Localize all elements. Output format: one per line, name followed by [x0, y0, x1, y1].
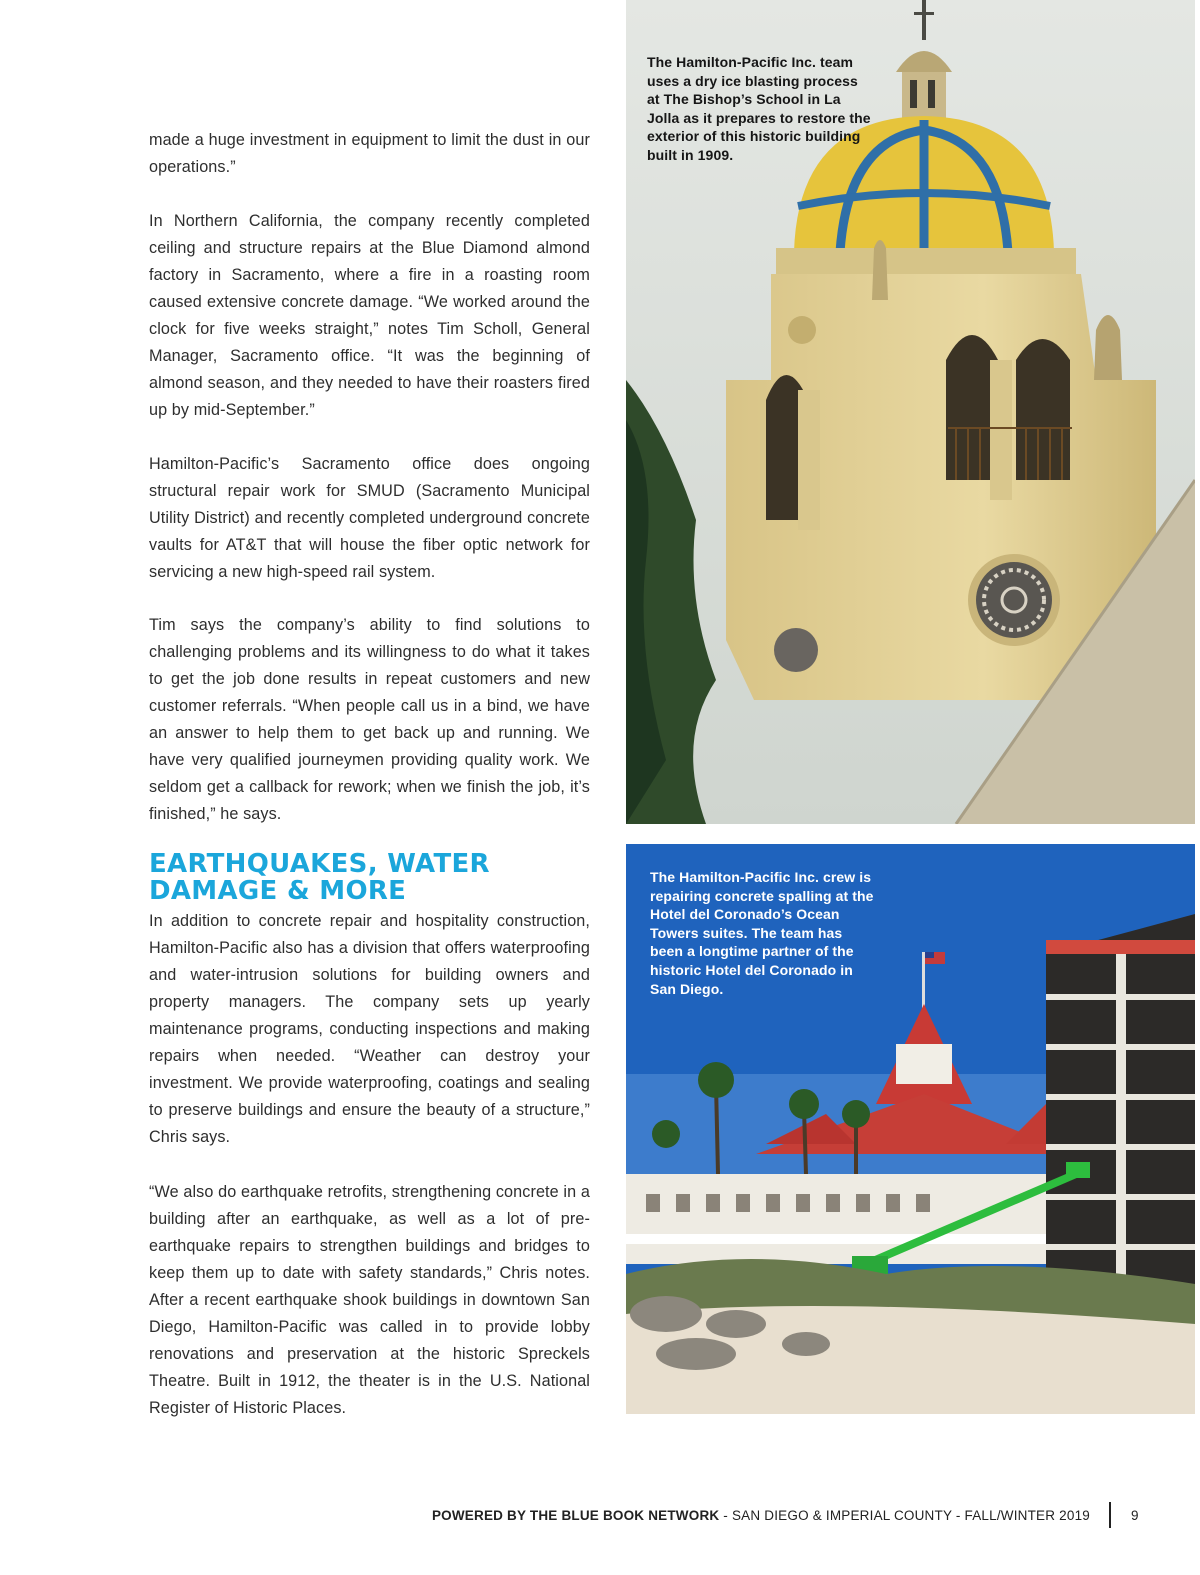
article-paragraph: Hamilton-Pacific’s Sacramento office does ongoing structural repair work for SMUD (Sacramento Municipal Utility District) and recently completed underground concrete vaults for AT&T that will house the fiber optic network for servicing a new high-speed rail system. — [149, 455, 590, 581]
article-paragraph: In Northern California, the company recently completed ceiling and structure repairs at the Blue Diamond almond factory in Sacramento, where a fire in a roasting room caused extensive concrete damage. “We worked around the clock for five weeks straight,” notes Tim Scholl, General Manager, Sacramento office. “It was the beginning of almond season, and they needed to have their roasters fired up by mid-September.” — [149, 212, 590, 419]
bell-tower-photo — [626, 0, 1195, 824]
photo-caption: The Hamilton-Pacific Inc. team uses a dry ice blasting process at The Bishop’s School in La Jolla as it prepares to restore the exterior of this historic building built in 1909. — [647, 54, 871, 163]
hotel-del-coronado-photo — [626, 844, 1195, 1414]
section-heading: EARTHQUAKES, WATER DAMAGE & MORE — [149, 849, 490, 906]
footer-edition: - SAN DIEGO & IMPERIAL COUNTY - FALL/WINTER 2019 — [719, 1508, 1090, 1523]
page-number: 9 — [1131, 1508, 1139, 1523]
photo-caption: The Hamilton-Pacific Inc. crew is repairing concrete spalling at the Hotel del Coronado’s Ocean Towers suites. The team has been a longtime partner of the historic Hotel del Coronado in San Diego. — [650, 869, 874, 997]
article-paragraph: In addition to concrete repair and hospitality construction, Hamilton-Pacific also has a division that offers waterproofing and water-intrusion solutions for building owners and property managers. The company sets up yearly maintenance programs, conducting inspections and making repairs when needed. “Weather can destroy your investment. We provide waterproofing, coatings and sealing to preserve buildings and ensure the beauty of a structure,” Chris says. — [149, 912, 590, 1146]
article-paragraph: made a huge investment in equipment to limit the dust in our operations.” — [149, 131, 590, 176]
footer-divider — [1109, 1502, 1111, 1528]
page-footer — [0, 1508, 1200, 1528]
footer-publication — [432, 1508, 1090, 1523]
article-paragraph: “We also do earthquake retrofits, strengthening concrete in a building after an earthquake, as well as a lot of pre-earthquake repairs to strengthen buildings and bridges to keep them up to date with safety standards,” Chris notes. After a recent earthquake shook buildings in downtown San Diego, Hamilton-Pacific was called in to provide lobby renovations and preservation at the historic Spreckels Theatre. Built in 1912, the theater is in the U.S. National Register of Historic Places. — [149, 1183, 590, 1417]
article-paragraph: Tim says the company’s ability to find solutions to challenging problems and its willingness to do what it takes to get the job done results in repeat customers and new customer referrals. “When people call us in a bind, we have an answer to help them to get back up and running. We have very qualified journeymen providing quality work. We seldom get a callback for rework; when we finish the job, it’s finished,” he says. — [149, 616, 590, 823]
footer-network: POWERED BY THE BLUE BOOK NETWORK — [431, 1508, 720, 1523]
